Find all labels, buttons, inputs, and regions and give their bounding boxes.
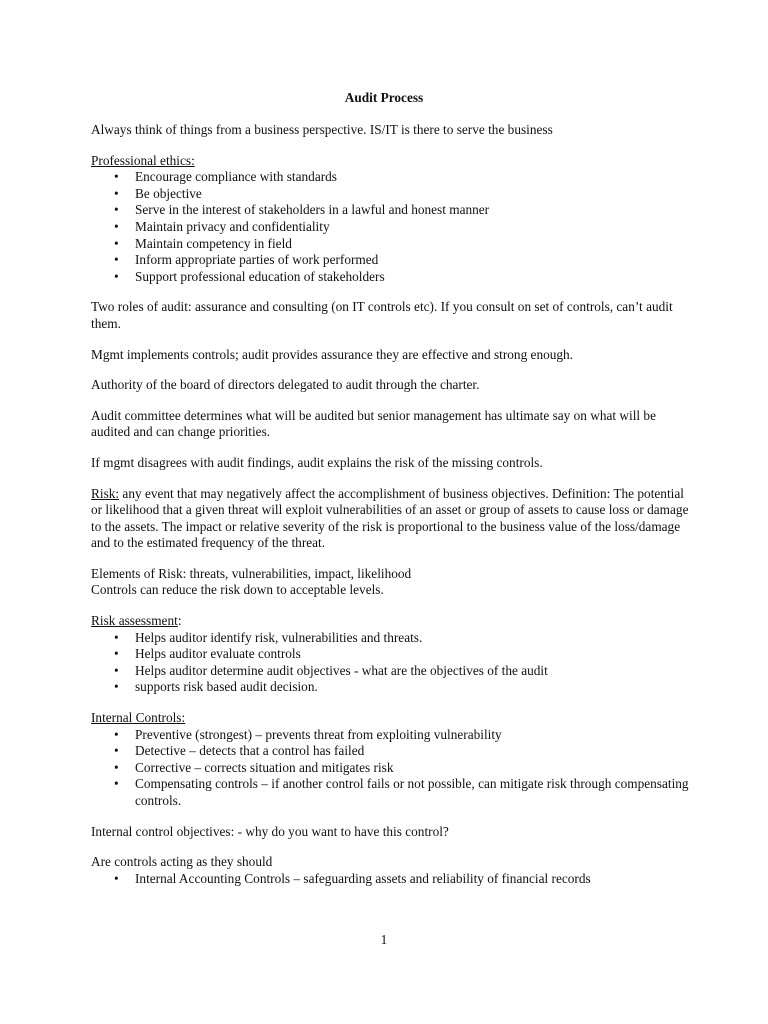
bullet-icon: • <box>114 646 119 662</box>
professional-ethics-heading: Professional ethics: <box>91 152 195 168</box>
list-item <box>91 236 691 253</box>
document-body <box>91 122 691 901</box>
page-number: 1 <box>380 932 388 947</box>
list-item-text: supports risk based audit decision. <box>135 679 318 695</box>
list-item <box>91 727 691 744</box>
intro-paragraph: Always think of things from a business perspective. IS/IT is there to serve the business <box>91 122 553 137</box>
internal-objectives-paragraph: Internal control objectives: - why do you want to have this control? <box>91 823 449 839</box>
list-item-text: Helps auditor evaluate controls <box>135 646 301 662</box>
roles-paragraph: Two roles of audit: assurance and consulting (on IT controls etc). If you consult on set of controls, can’t audit them. <box>91 299 673 331</box>
list-item <box>91 871 691 888</box>
list-item-text: Corrective – corrects situation and mitigates risk <box>135 759 394 775</box>
bullet-icon: • <box>114 218 119 234</box>
bullet-icon: • <box>114 629 119 645</box>
list-item <box>91 252 691 269</box>
list-item-text: Maintain competency in field <box>135 235 292 251</box>
bullet-icon: • <box>114 169 119 185</box>
list-item-text: Internal Accounting Controls – safeguarding assets and reliability of financial records <box>135 870 591 886</box>
bullet-icon: • <box>114 743 119 759</box>
bullet-icon: • <box>114 776 119 792</box>
risk-label: Risk: <box>91 485 120 501</box>
risk-paragraph <box>91 486 691 552</box>
risk-assessment-list <box>91 630 691 696</box>
bullet-icon: • <box>114 726 119 742</box>
bullet-icon: • <box>114 662 119 678</box>
bullet-icon: • <box>114 679 119 695</box>
mgmt-paragraph: Mgmt implements controls; audit provides assurance they are effective and strong enough. <box>91 346 574 362</box>
bullet-icon: • <box>114 235 119 251</box>
bullet-icon: • <box>114 252 119 268</box>
list-item <box>91 743 691 760</box>
elements-of-risk-line: Elements of Risk: threats, vulnerabilities, impact, likelihood <box>91 565 412 581</box>
list-item <box>91 630 691 647</box>
list-item <box>91 776 691 809</box>
list-item-text: Encourage compliance with standards <box>135 169 337 185</box>
committee-paragraph: Audit committee determines what will be audited but senior management has ultimate say on what will be audited and can change priorities. <box>91 407 656 440</box>
controls-acting-heading: Are controls acting as they should <box>91 854 273 870</box>
elements-of-risk-paragraph <box>91 566 691 599</box>
list-item <box>91 269 691 286</box>
internal-controls-list <box>91 727 691 810</box>
internal-controls-heading: Internal Controls: <box>91 710 186 726</box>
list-item-text: Helps auditor identify risk, vulnerabilities and threats. <box>135 629 423 645</box>
list-item-text: Preventive (strongest) – prevents threat from exploiting vulnerability <box>135 726 502 742</box>
risk-assessment-heading-text: Risk assessment <box>91 613 178 629</box>
list-item <box>91 663 691 680</box>
list-item <box>91 219 691 236</box>
bullet-icon: • <box>114 759 119 775</box>
professional-ethics-list <box>91 169 691 285</box>
list-item <box>91 202 691 219</box>
bullet-icon: • <box>114 268 119 284</box>
authority-paragraph: Authority of the board of directors delegated to audit through the charter. <box>91 377 480 393</box>
list-item-text: Serve in the interest of stakeholders in a lawful and honest manner <box>135 202 490 218</box>
bullet-icon: • <box>114 202 119 218</box>
page-title: Audit Process <box>344 90 424 105</box>
disagree-paragraph: If mgmt disagrees with audit findings, audit explains the risk of the missing controls. <box>91 454 543 470</box>
list-item-text: Maintain privacy and confidentiality <box>135 218 330 234</box>
risk-assessment-heading-colon: : <box>177 613 182 629</box>
list-item <box>91 186 691 203</box>
bullet-icon: • <box>114 185 119 201</box>
controls-acting-list <box>91 871 691 888</box>
list-item <box>91 646 691 663</box>
bullet-icon: • <box>114 870 119 886</box>
list-item-text: Be objective <box>135 185 202 201</box>
list-item-text: Detective – detects that a control has failed <box>135 743 365 759</box>
risk-assessment-heading <box>91 613 691 630</box>
risk-definition: any event that may negatively affect the accomplishment of business objectives. Definition: The potential or likelihood that a given threat will exploit vulnerabilities of an asset or group of assets to cause loss or damage to the assets. The impact or relative severity of the risk is proportional to the business value of the loss/damage and to the estimated frequency of the threat. <box>91 485 689 551</box>
list-item-text: Helps auditor determine audit objectives - what are the objectives of the audit <box>135 662 548 678</box>
list-item <box>91 679 691 696</box>
list-item-text: Compensating controls – if another control fails or not possible, can mitigate risk through compensating controls. <box>135 776 689 808</box>
list-item <box>91 169 691 186</box>
list-item <box>91 760 691 777</box>
list-item-text: Support professional education of stakeholders <box>135 268 385 284</box>
controls-reduce-line: Controls can reduce the risk down to acceptable levels. <box>91 582 384 598</box>
list-item-text: Inform appropriate parties of work performed <box>135 252 379 268</box>
